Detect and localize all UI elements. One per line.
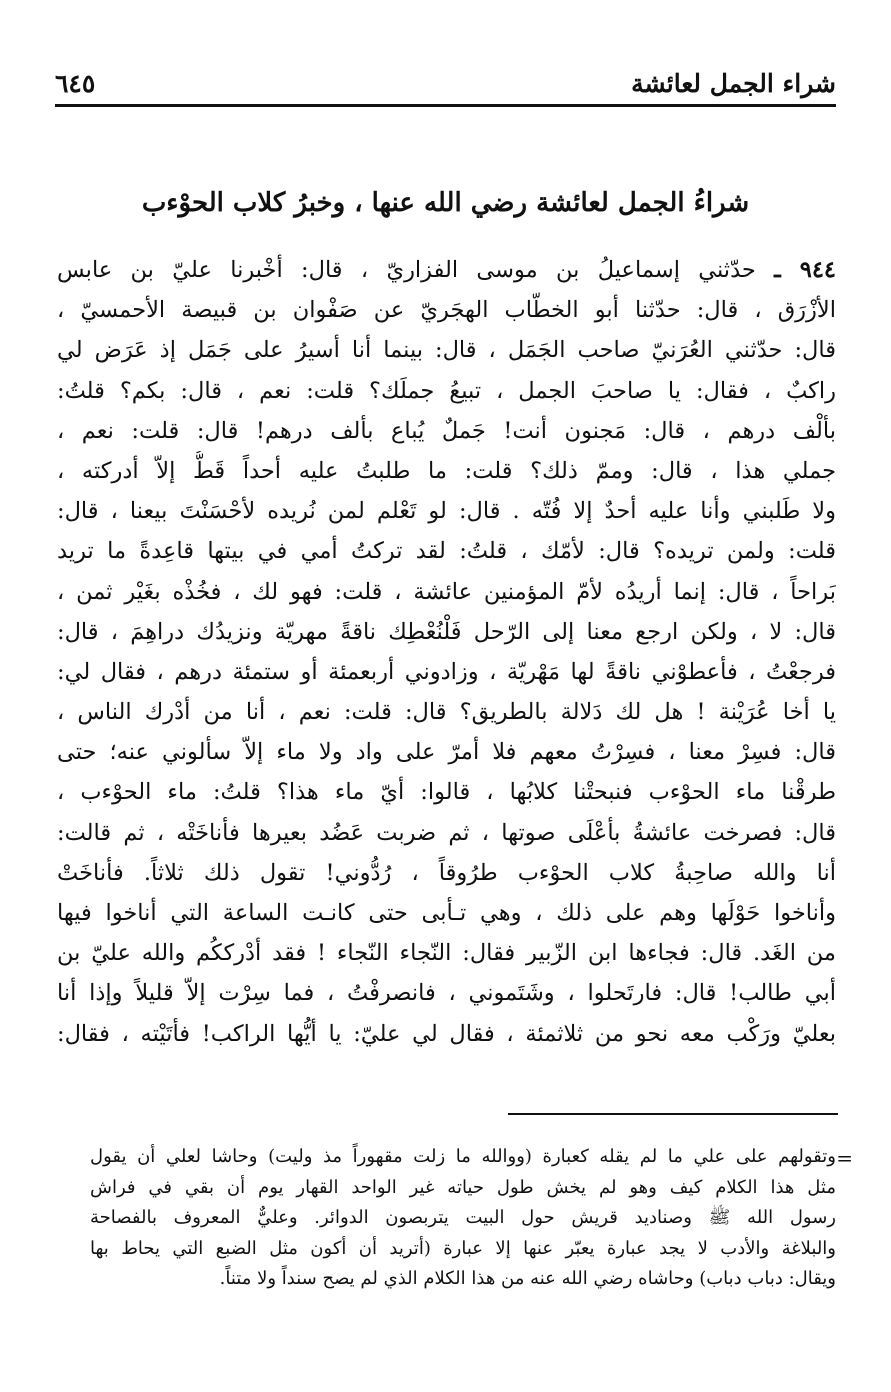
footnote-line: مثل هذا الكلام كيف وهو لم يخش طول حياته غير الواحد القهار يوم أن بقي في فراش bbox=[90, 1176, 836, 1198]
footnote bbox=[90, 1142, 836, 1295]
text-line: بعليّ ورَكْب معه نحو من ثلاثمئة ، فقال لي عليّ: يا أيُّها الراكب! فأتَيْته ، فقال: bbox=[57, 1020, 836, 1047]
text-line: قال: لا ، ولكن ارجع معنا إلى الرّحل فَلْنُعْطِك ناقةً مهريّة ونزيدُك دراهِمَ ، قال: bbox=[57, 618, 836, 645]
footnote-line: وتقولهم على علي ما لم يقله كعبارة (ووالله ما زلت مقهوراً مذ وليت) وحاشا لعلي أن يقول bbox=[90, 1146, 836, 1167]
footnote-line: رسول الله ﷺ وصناديد قريش حول البيت يتربصون الدوائر. وعليٌّ المعروف بالفصاحة bbox=[90, 1207, 836, 1228]
running-title: شراء الجمل لعائشة bbox=[631, 69, 836, 98]
text-line: قال: فسِرْ معنا ، فسِرْتُ معهم فلا أمرّ على واد ولا ماء إلاّ سألوني عنه؛ حتى bbox=[57, 739, 836, 766]
text-line: وأناخوا حَوْلَها وهم على ذلك ، وهي تـأبى حتى كانـت الساعة التي أناخوا فيها bbox=[57, 900, 836, 926]
text-line: الأزْرَق ، قال: حدّثنا أبو الخطّاب الهجَريّ عن صَفْوان بن قبيصة الأحمسيّ ، bbox=[57, 297, 836, 324]
hadith-number: ٩٤٤ ـ bbox=[774, 257, 836, 283]
text-line: أبي طالب! قال: فارتَحلوا ، وشَتَموني ، فانصرفْتُ ، فما سِرْت إلاّ قليلاً وإذا أنا bbox=[57, 980, 836, 1007]
text-line: ولا طَلبني وأنا عليه أحدٌ إلا فُتّه . قال: لو تَعْلم لمن نُريده لأحْسَنْتَ بيعنا ، قال: bbox=[57, 498, 836, 525]
header-rule bbox=[55, 104, 836, 107]
text-line: طرقْنا ماء الحوْءب فنبحتْنا كلابُها ، قالوا: أيّ ماء هذا؟ قلتُ: ماء الحوْءب ، bbox=[57, 779, 836, 806]
hadith-text bbox=[57, 250, 836, 1054]
text-line: قال: فصرخت عائشةُ بأعْلَى صوتها ، ثم ضربت عَضُد بعيرها فأناخَتْه ، ثم قالت: bbox=[57, 819, 836, 846]
text-line: من الغَد. قال: فجاءها ابن الزّبير فقال: النّجاء النّجاء ! فقد أدْرككُم والله عليّ بن bbox=[57, 940, 836, 967]
running-header bbox=[55, 58, 836, 102]
footnote-continuation-mark: = bbox=[836, 1146, 853, 1170]
text-line: جملي هذا ، قال: وممّ ذلك؟ قلت: ما طلبتُ عليه أحداً قَطُّ إلاّ أدركته ، bbox=[57, 457, 836, 484]
text-line: يا أخا عُرَيْنة ! هل لك دَلالة بالطريق؟ قال: قلت: نعم ، أنا من أدْرك الناس ، bbox=[57, 699, 836, 726]
footnote-line: والبلاغة والأدب لا يجد عبارة يعبّر عنها إلا عبارة (أتريد أن أكون مثل الضبع التي يحاط بها bbox=[90, 1237, 836, 1259]
page-number: ٦٤٥ bbox=[55, 69, 96, 98]
footnote-line: ويقال: دباب دباب) وحاشاه رضي الله عنه من هذا الكلام الذي لم يصح سنداً ولا متناً. bbox=[219, 1268, 836, 1289]
text-line: بَراحاً ، قال: إنما أريدُه لأمّ المؤمنين عائشة ، قلت: فهو لك ، فخُذْه بغَيْر ثمن ، bbox=[57, 578, 836, 605]
chapter-title: شراءُ الجمل لعائشة رضي الله عنها ، وخبرُ كلاب الحوْءب bbox=[141, 188, 750, 218]
footnote-rule bbox=[508, 1113, 838, 1115]
text-line: ٩٤٤ ـ حدّثني إسماعيلُ بن موسى الفزاريّ ، قال: أخْبرنا عليّ بن عابس bbox=[57, 257, 836, 283]
text-line: أنا والله صاحِبةُ كلاب الحوْءب طرُوقاً ، رُدُّوني! تقول ذلك ثلاثاً. فأناخَتْ bbox=[57, 859, 836, 886]
text-line: بألْف درهم ، قال: مَجنون أنت! جَملٌ يُباع بألف درهم! قال: قلت: نعم ، bbox=[57, 417, 836, 444]
text-line: راكبٌ ، فقال: يا صاحبَ الجمل ، تبيعُ جملَك؟ قلت: نعم ، قال: بكم؟ قلتُ: bbox=[57, 377, 836, 404]
text-line: قال: حدّثني العُرَنيّ صاحب الجَمَل ، قال: بينما أنا أسيرُ على جَمَل إذ عَرَض لي bbox=[57, 337, 836, 364]
text-line: قلت: ولمن تريده؟ قال: لأمّك ، قلتُ: لقد تركتُ أمي في بيتها قاعِدةً ما تريد bbox=[57, 538, 836, 565]
text-line: فرجعْتُ ، فأعطوْني ناقةً لها مَهْريّة ، وزادوني أربعمئة أو ستمئة درهم ، فقال لي: bbox=[57, 658, 836, 685]
